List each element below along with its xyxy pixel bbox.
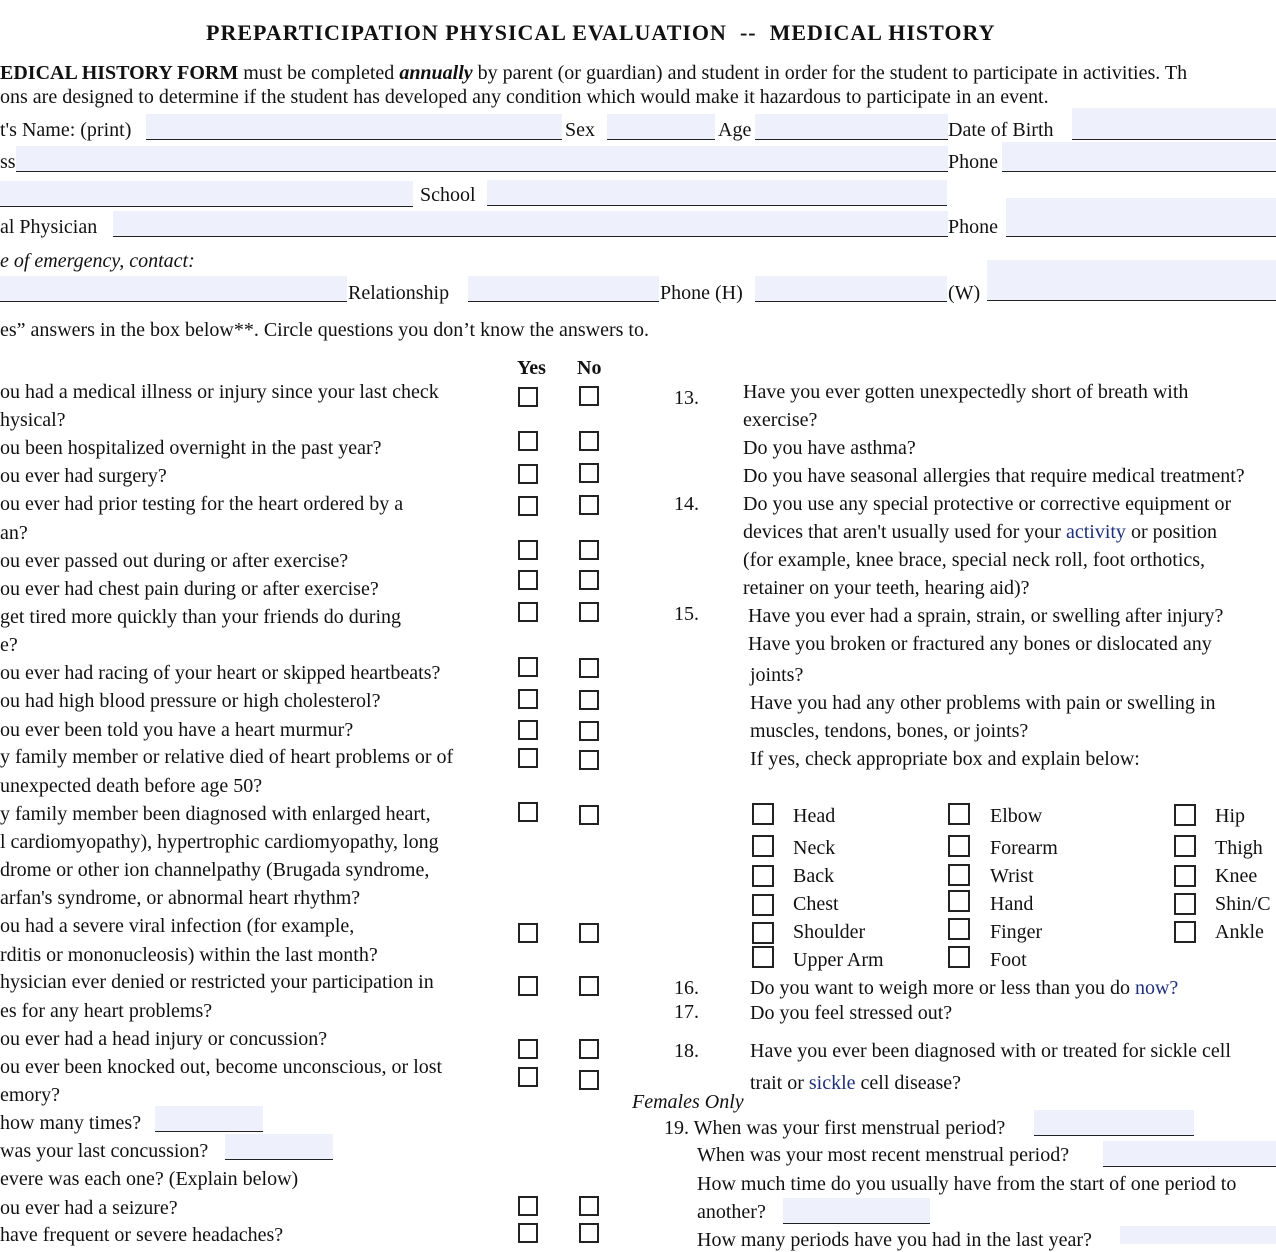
left-question-line: es for any heart problems? xyxy=(0,1000,213,1022)
physician-phone-label: Phone xyxy=(948,216,998,238)
q15-line: Have you had any other problems with pain or swelling in xyxy=(750,692,1216,714)
no-checkbox[interactable] xyxy=(579,976,599,996)
q17-text: Do you feel stressed out? xyxy=(750,1002,953,1024)
physician-phone-input[interactable] xyxy=(1006,198,1276,237)
yes-checkbox[interactable] xyxy=(518,387,538,407)
yes-checkbox[interactable] xyxy=(518,570,538,590)
body-checkbox-back[interactable] xyxy=(752,865,774,887)
q14-number: 14. xyxy=(674,493,699,515)
no-checkbox[interactable] xyxy=(579,1223,599,1243)
relationship-label: Relationship xyxy=(348,282,450,304)
q16-text-a: Do you want to weigh more or less than you do xyxy=(750,977,1135,999)
body-checkbox-elbow[interactable] xyxy=(948,803,970,825)
no-checkbox[interactable] xyxy=(579,1070,599,1090)
emergency-name-input[interactable] xyxy=(0,276,347,302)
q14-line: (for example, knee brace, special neck roll, foot orthotics, xyxy=(743,549,1206,571)
left-question-line: drome or other ion channelpathy (Brugada syndrome, xyxy=(0,859,430,881)
q18-sickle-word: sickle xyxy=(808,1072,856,1094)
last-concussion-input[interactable] xyxy=(225,1134,333,1160)
no-checkbox[interactable] xyxy=(579,805,599,825)
body-checkbox-foot[interactable] xyxy=(948,946,970,968)
body-checkbox-ankle[interactable] xyxy=(1174,921,1196,943)
city-input[interactable] xyxy=(0,181,413,207)
no-checkbox[interactable] xyxy=(579,431,599,451)
student-name-input[interactable] xyxy=(146,114,562,140)
left-question-line: e? xyxy=(0,634,18,656)
age-input[interactable] xyxy=(755,114,948,140)
yes-checkbox[interactable] xyxy=(518,431,538,451)
left-question-line: arfan's syndrome, or abnormal heart rhythm? xyxy=(0,887,361,909)
physician-input[interactable] xyxy=(113,211,948,237)
no-checkbox[interactable] xyxy=(579,463,599,483)
q18-number: 18. xyxy=(674,1040,699,1062)
left-question-line: was your last concussion? xyxy=(0,1140,209,1162)
yes-checkbox[interactable] xyxy=(518,720,538,740)
left-question-line: ou ever passed out during or after exercise? xyxy=(0,550,349,572)
school-input[interactable] xyxy=(487,180,947,206)
instructions: es” answers in the box below**. Circle questions you don’t know the answers to. xyxy=(0,319,649,341)
yes-checkbox[interactable] xyxy=(518,1223,538,1243)
body-checkbox-shoulder[interactable] xyxy=(752,922,774,944)
emergency-label: e of emergency, contact: xyxy=(0,250,195,272)
no-checkbox[interactable] xyxy=(579,570,599,590)
q15-line: joints? xyxy=(750,664,804,686)
left-question-line: get tired more quickly than your friends do during xyxy=(0,606,402,628)
body-checkbox-hand[interactable] xyxy=(948,890,970,912)
yes-column-header: Yes xyxy=(517,357,546,379)
females-only-heading: Females Only xyxy=(632,1091,744,1113)
first-period-input[interactable] xyxy=(1034,1110,1194,1136)
q16-number: 16. xyxy=(674,977,699,999)
body-checkbox-forearm[interactable] xyxy=(948,835,970,857)
body-checkbox-thigh[interactable] xyxy=(1174,835,1196,857)
periods-count-input[interactable] xyxy=(1120,1226,1276,1244)
period-interval-input[interactable] xyxy=(783,1198,930,1224)
q18-text: cell disease? xyxy=(855,1072,962,1094)
yes-checkbox[interactable] xyxy=(518,1067,538,1087)
body-label: Neck xyxy=(793,837,836,859)
no-checkbox[interactable] xyxy=(579,495,599,515)
q18-line: Have you ever been diagnosed with or treated for sickle cell xyxy=(750,1040,1231,1062)
q14-text: or position xyxy=(1125,521,1218,543)
q14-text: devices that aren't usually used for your xyxy=(743,521,1066,543)
body-checkbox-hip[interactable] xyxy=(1174,804,1196,826)
no-checkbox[interactable] xyxy=(579,540,599,560)
phone-h-input[interactable] xyxy=(755,276,947,302)
body-checkbox-head[interactable] xyxy=(752,803,774,825)
no-checkbox[interactable] xyxy=(579,750,599,770)
yes-checkbox[interactable] xyxy=(518,1196,538,1216)
body-checkbox-chest[interactable] xyxy=(752,894,774,916)
body-label: Forearm xyxy=(990,837,1058,859)
annually-emphasis: annually xyxy=(399,62,473,84)
left-question-line: have frequent or severe headaches? xyxy=(0,1224,284,1246)
body-label: Hand xyxy=(990,893,1034,915)
left-question-line: ou ever been knocked out, become unconscious, or lost xyxy=(0,1056,443,1078)
left-question-line: ou had high blood pressure or high cholesterol? xyxy=(0,690,381,712)
q15-line: Have you ever had a sprain, strain, or swelling after injury? xyxy=(748,605,1224,627)
q18-line xyxy=(750,1071,961,1095)
q15-number: 15. xyxy=(674,603,699,625)
dob-input[interactable] xyxy=(1072,108,1276,140)
q18-text: trait or xyxy=(750,1072,809,1094)
physician-label: al Physician xyxy=(0,216,98,238)
body-label: Knee xyxy=(1215,865,1258,887)
title-part-1: PREPARTICIPATION PHYSICAL EVALUATION xyxy=(206,20,727,45)
sex-input[interactable] xyxy=(607,114,715,140)
body-checkbox-wrist[interactable] xyxy=(948,864,970,886)
body-label: Shoulder xyxy=(793,921,866,943)
intro-line-2: ons are designed to determine if the student has developed any condition which would make it hazardous to participate in an event. xyxy=(0,86,1049,108)
phone-label: Phone xyxy=(948,151,998,173)
yes-checkbox[interactable] xyxy=(518,748,538,768)
body-checkbox-neck[interactable] xyxy=(752,835,774,857)
q13-line: Do you have asthma? xyxy=(743,437,916,459)
body-label: Wrist xyxy=(990,865,1034,887)
body-label: Back xyxy=(793,865,835,887)
no-column-header: No xyxy=(577,357,602,379)
yes-checkbox[interactable] xyxy=(518,923,538,943)
q15-line: Have you broken or fractured any bones or dislocated any xyxy=(748,633,1212,655)
yes-checkbox[interactable] xyxy=(518,464,538,484)
q19-line: When was your most recent menstrual period? xyxy=(697,1144,1070,1166)
left-question-line: an? xyxy=(0,522,28,544)
sex-label: Sex xyxy=(565,119,595,141)
q13-line: Have you ever gotten unexpectedly short of breath with xyxy=(743,381,1189,403)
no-checkbox[interactable] xyxy=(579,1196,599,1216)
left-question-line: ou ever had chest pain during or after exercise? xyxy=(0,578,379,600)
left-question-line: hysician ever denied or restricted your participation in xyxy=(0,971,434,993)
no-checkbox[interactable] xyxy=(579,1039,599,1059)
left-question-line: ou had a severe viral infection (for example, xyxy=(0,915,355,937)
left-question-line: ou ever had surgery? xyxy=(0,465,167,487)
phone-h-label: Phone (H) xyxy=(660,282,743,304)
body-label: Hip xyxy=(1215,805,1245,827)
body-label: Upper Arm xyxy=(793,949,884,971)
left-question-line: how many times? xyxy=(0,1112,142,1134)
page-title xyxy=(206,20,996,46)
q14-activity-word: activity xyxy=(1065,521,1126,543)
school-label: School xyxy=(420,184,476,206)
body-checkbox-shin[interactable] xyxy=(1174,893,1196,915)
q13-line: exercise? xyxy=(743,409,818,431)
left-question-line: ou had a medical illness or injury since your last check xyxy=(0,381,439,403)
title-separator: -- xyxy=(739,20,757,45)
address-input[interactable] xyxy=(16,146,948,172)
dob-label: Date of Birth xyxy=(948,119,1054,141)
form-name: EDICAL HISTORY FORM xyxy=(0,62,239,84)
left-question-line: ou ever had racing of your heart or skipped heartbeats? xyxy=(0,662,441,684)
no-checkbox[interactable] xyxy=(579,602,599,622)
q16-now-word: now? xyxy=(1134,977,1179,999)
yes-checkbox[interactable] xyxy=(518,540,538,560)
body-label: Foot xyxy=(990,949,1027,971)
q19-line: How much time do you usually have from the start of one period to xyxy=(697,1173,1237,1195)
q14-line: Do you use any special protective or corrective equipment or xyxy=(743,493,1232,515)
left-question-line: ou ever had a seizure? xyxy=(0,1197,178,1219)
yes-checkbox[interactable] xyxy=(518,496,538,516)
q15-line: muscles, tendons, bones, or joints? xyxy=(750,720,1029,742)
left-question-line: rditis or mononucleosis) within the last month? xyxy=(0,944,378,966)
relationship-input[interactable] xyxy=(468,276,659,302)
title-part-2: MEDICAL HISTORY xyxy=(769,20,996,45)
left-question-line: evere was each one? (Explain below) xyxy=(0,1168,299,1190)
body-checkbox-upper-arm[interactable] xyxy=(752,946,774,968)
q19-line: another? xyxy=(697,1201,766,1223)
phone-input[interactable] xyxy=(1002,142,1276,172)
body-label: Ankle xyxy=(1215,921,1264,943)
no-checkbox[interactable] xyxy=(579,923,599,943)
q16-text xyxy=(750,976,1178,1000)
left-question-line: ou ever had prior testing for the heart ordered by a xyxy=(0,493,404,515)
phone-w-label: (W) xyxy=(948,282,981,304)
yes-checkbox[interactable] xyxy=(518,976,538,996)
body-label: Elbow xyxy=(990,805,1043,827)
no-checkbox[interactable] xyxy=(579,386,599,406)
body-label: Shin/C xyxy=(1215,893,1271,915)
q19-line: How many periods have you had in the last year? xyxy=(697,1229,1092,1251)
yes-checkbox[interactable] xyxy=(518,657,538,677)
yes-checkbox[interactable] xyxy=(518,802,538,822)
yes-checkbox[interactable] xyxy=(518,689,538,709)
body-checkbox-knee[interactable] xyxy=(1174,865,1196,887)
q13-number: 13. xyxy=(674,387,699,409)
student-name-label: t's Name: (print) xyxy=(0,119,132,141)
phone-w-input[interactable] xyxy=(987,260,1276,301)
body-label: Chest xyxy=(793,893,839,915)
no-checkbox[interactable] xyxy=(579,658,599,678)
q17-number: 17. xyxy=(674,1001,699,1023)
left-question-line: ou been hospitalized overnight in the past year? xyxy=(0,437,382,459)
q19-line: 19. When was your first menstrual period? xyxy=(664,1117,1006,1139)
left-question-line: ou ever had a head injury or concussion? xyxy=(0,1028,328,1050)
body-label: Thigh xyxy=(1215,837,1263,859)
left-question-line: y family member been diagnosed with enlarged heart, xyxy=(0,803,431,825)
left-question-line: emory? xyxy=(0,1084,60,1106)
no-checkbox[interactable] xyxy=(579,721,599,741)
yes-checkbox[interactable] xyxy=(518,602,538,622)
body-label: Finger xyxy=(990,921,1043,943)
left-question-line: hysical? xyxy=(0,409,66,431)
q15-line: If yes, check appropriate box and explain below: xyxy=(750,748,1140,770)
intro-line-1 xyxy=(0,61,1187,85)
age-label: Age xyxy=(718,119,752,141)
body-checkbox-finger[interactable] xyxy=(948,918,970,940)
left-question-line: ou ever been told you have a heart murmur? xyxy=(0,719,354,741)
intro-text-a: must be completed xyxy=(238,62,400,84)
body-label: Head xyxy=(793,805,836,827)
address-label: ss xyxy=(0,151,16,173)
intro-text-b: by parent (or guardian) and student in order for the student to participate in activities. Th xyxy=(472,62,1188,84)
q14-line xyxy=(743,520,1217,544)
q13-line: Do you have seasonal allergies that require medical treatment? xyxy=(743,465,1245,487)
no-checkbox[interactable] xyxy=(579,690,599,710)
left-question-line: unexpected death before age 50? xyxy=(0,775,263,797)
yes-checkbox[interactable] xyxy=(518,1039,538,1059)
recent-period-input[interactable] xyxy=(1103,1141,1276,1167)
left-question-line: l cardiomyopathy), hypertrophic cardiomyopathy, long xyxy=(0,831,439,853)
q14-line: retainer on your teeth, hearing aid)? xyxy=(743,577,1030,599)
concussion-count-input[interactable] xyxy=(155,1106,263,1132)
left-question-line: y family member or relative died of heart problems or of xyxy=(0,746,454,768)
